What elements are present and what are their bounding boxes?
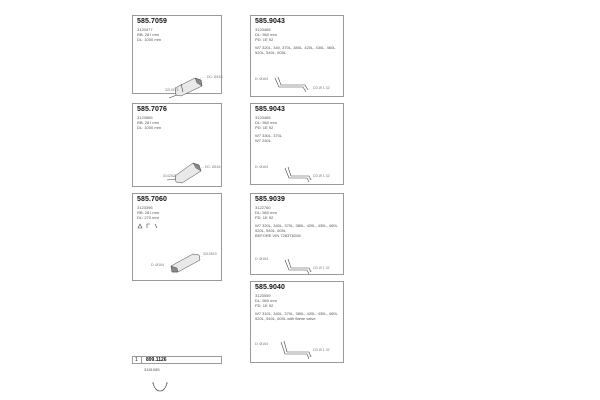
part-number: 585.7059 <box>137 18 167 25</box>
part-code: 3122760 <box>255 205 271 210</box>
part-card-585-9039 <box>250 193 344 275</box>
fitment-line: W7 310L, 340L, 370L, 380L, 420L, 430L, 460L <box>255 311 338 316</box>
part-card-585-9043-a <box>250 15 344 97</box>
spec-line: DL: 560 mm <box>255 298 277 303</box>
part-code: 3123396 <box>137 205 153 210</box>
diagram-caption-left: D: Ø164 <box>255 77 269 81</box>
part-card-585-7076 <box>132 103 222 187</box>
fitment-line: W7 320L, 340, 370L, 380L, 420L, 430L, 460L <box>255 45 336 50</box>
muffler-diagram <box>133 104 223 188</box>
pipe-diagram <box>251 282 345 364</box>
spec-line: PD: 1E 92 <box>255 303 274 308</box>
diagram-caption-right: CD Ø 1 32 <box>313 266 330 270</box>
diagram-caption-right: DC: Ø164 <box>205 165 221 169</box>
part-number: 585.9043 <box>255 106 285 113</box>
diagram-caption-right: CD Ø 1 32 <box>313 174 330 178</box>
spec-line: PD: 1E 92 <box>255 215 274 220</box>
pipe-diagram <box>251 104 345 186</box>
part-number: 585.7076 <box>137 106 167 113</box>
spec-line: DL: 560 mm <box>255 210 277 215</box>
diagram-caption-left: 3142521 <box>163 174 177 178</box>
diagram-caption-left: D: Ø164 <box>255 257 269 261</box>
fitment-line: W7 320L, 340L, 370L, 380L, 420L, 430L, 460L <box>255 223 338 228</box>
spec-line: DL: 560 mm <box>255 120 277 125</box>
part-code: 3123059 <box>255 293 271 298</box>
part-card-585-7060 <box>132 193 222 281</box>
fitment-line: 520L, 540L, 600L <box>255 228 287 233</box>
diagram-caption-right: CD Ø 1 32 <box>313 86 330 90</box>
spec-line: RB: 28 l mm <box>137 210 160 215</box>
spec-line: PD: 1E 92 <box>255 125 274 130</box>
part-code: 3181085 <box>144 367 160 372</box>
part-card-585-7059 <box>132 15 222 94</box>
pipe-diagram <box>251 194 345 276</box>
diagram-caption-left: D: Ø164 <box>255 165 269 169</box>
part-number: 899.1126 <box>146 357 167 363</box>
muffler-diagram <box>133 16 223 95</box>
spec-line: PD: 1E 92 <box>255 37 274 42</box>
clamp-icon <box>150 380 170 394</box>
spec-line: RB: 28 l mm <box>137 32 160 37</box>
part-code: 3123465 <box>255 115 271 120</box>
spec-line: DL: 270 mm <box>137 215 159 220</box>
part-code: 3123465 <box>255 27 271 32</box>
spec-line: RB: 28 l mm <box>137 120 160 125</box>
part-card-585-9043-b <box>250 103 344 185</box>
part-card-585-9040 <box>250 281 344 363</box>
diagram-caption-left: 3210171 <box>165 88 179 92</box>
diagram-caption-right: 3210519 <box>203 252 217 256</box>
part-number: 585.9043 <box>255 18 285 25</box>
pipe-diagram <box>251 16 345 98</box>
fitment-line: W7 240L <box>255 138 272 143</box>
fitment-line: BEFORE VIN 7283T8208 <box>255 233 301 238</box>
muffler-diagram <box>133 194 223 282</box>
diagram-caption-right: CD Ø 1 32 <box>313 348 330 352</box>
quantity: 1 <box>135 357 138 363</box>
part-code: 3123565 <box>137 115 153 120</box>
fitment-line: 520L, 540L, 600L <box>255 50 287 55</box>
spec-line: DL: 560 mm <box>255 32 277 37</box>
part-code: 3120477 <box>137 27 153 32</box>
diagram-caption-left: D: Ø164 <box>255 342 269 346</box>
accessory-header <box>132 356 222 364</box>
diagram-caption-right: DC: Ø164 <box>207 75 223 79</box>
diagram-caption-left: D: Ø164 <box>151 263 165 267</box>
part-number: 585.9039 <box>255 196 285 203</box>
part-number: 585.9040 <box>255 284 285 291</box>
divider <box>141 357 142 363</box>
spec-line: DL: 1000 mm <box>137 37 162 42</box>
part-number: 585.7060 <box>137 196 167 203</box>
spec-line: DL: 1000 mm <box>137 125 162 130</box>
fitment-line: 520L, 540L, 600L with flame valve <box>255 316 316 321</box>
fitment-line: W7 330L, 370L <box>255 133 283 138</box>
